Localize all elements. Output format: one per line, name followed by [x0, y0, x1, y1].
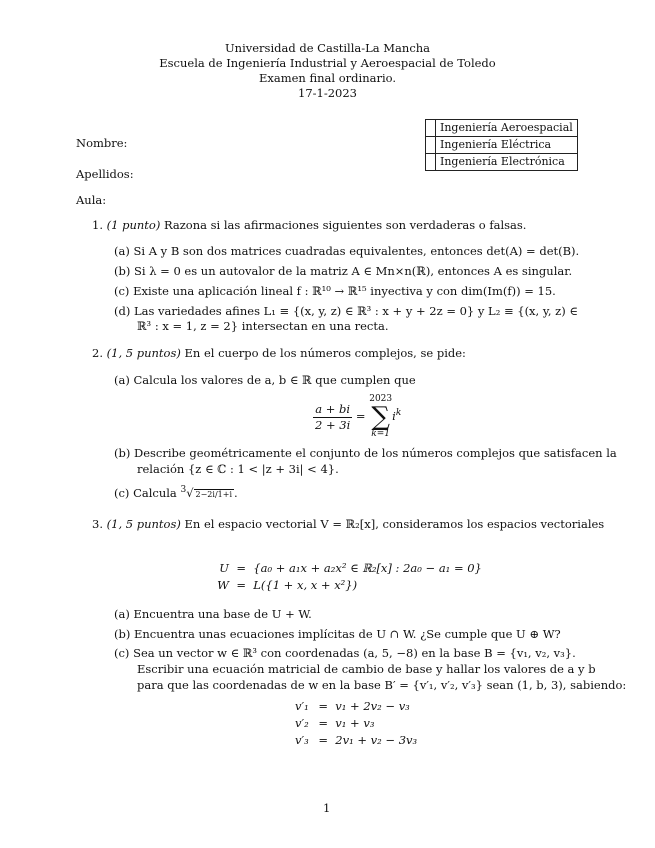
- subspace-U: U = {a₀ + a₁x + a₂x² ∈ ℝ₂[x] : 2a₀ − a₁ = 0}: [219, 561, 482, 575]
- degree-row: [426, 120, 578, 137]
- base-change-equations: [295, 699, 417, 750]
- degree-label: Ingeniería Aeroespacial: [436, 120, 578, 137]
- degree-row: [426, 154, 578, 171]
- exam-date: 17-1-2023: [298, 86, 357, 100]
- question-text: En el espacio vectorial V = ℝ₂[x], consideramos los espacios vectoriales: [184, 517, 605, 531]
- subspace-W: W = L({1 + x, x + x²}): [217, 578, 358, 592]
- q2-item-c: (c) Calcula $^3$√ 2−2i/1+i .: [114, 485, 238, 500]
- q2-item-b-cont: relación {z ∈ ℂ : 1 < |z + 3i| < 4}.: [137, 462, 339, 476]
- question-points: (1 punto): [106, 218, 161, 232]
- degree-row: [426, 137, 578, 154]
- question-number: 1.: [92, 218, 103, 232]
- q3-item-c-line3: para que las coordenadas de w en la base B′ = {v′₁, v′₂, v′₃} sean (1, b, 3), sabiendo:: [137, 678, 627, 692]
- page-number: 1: [323, 801, 331, 815]
- school-name: Escuela de Ingeniería Industrial y Aeroespacial de Toledo: [159, 56, 496, 70]
- q2-item-b: (b) Describe geométricamente el conjunto de los números complejos que satisfacen la: [114, 446, 617, 460]
- q1-item-d: (d) Las variedades afines L₁ ≡ {(x, y, z) ∈ ℝ³ : x + y + 2z = 0} y L₂ ≡ {(x, y, z) ∈: [114, 304, 578, 318]
- degree-label: Ingeniería Eléctrica: [436, 137, 578, 154]
- subspace-definitions: [213, 561, 482, 595]
- question-points: (1, 5 puntos): [106, 346, 181, 360]
- question-points: (1, 5 puntos): [106, 517, 181, 531]
- degree-label: Ingeniería Electrónica: [436, 154, 578, 171]
- question-1: [92, 218, 526, 232]
- question-3: [92, 517, 604, 531]
- summation: 2023 ∑ k=1: [369, 394, 393, 439]
- q1-item-d-cont: ℝ³ : x = 1, z = 2} intersectan en una recta.: [137, 319, 389, 333]
- question-number: 3.: [92, 517, 103, 531]
- question-number: 2.: [92, 346, 103, 360]
- q2-equation: [313, 395, 401, 439]
- q1-item-a: (a) Si A y B son dos matrices cuadradas equivalentes, entonces det(A) = det(B).: [114, 244, 580, 258]
- q3-item-b: (b) Encuentra unas ecuaciones implícitas de U ∩ W. ¿Se cumple que U ⊕ W?: [114, 627, 561, 641]
- summation-term: $i^k$: [392, 408, 402, 423]
- question-text: Razona si las afirmaciones siguientes son verdaderas o falsas.: [163, 218, 527, 232]
- degree-selection-table: [425, 119, 578, 171]
- apellidos-field: Apellidos:: [76, 167, 134, 181]
- equation-fraction: $\frac{a + bi}{2 + 3i}$: [315, 402, 351, 432]
- exam-header: [0, 41, 655, 101]
- question-text: En el cuerpo de los números complejos, se pide:: [184, 346, 466, 360]
- nombre-field: Nombre:: [76, 136, 128, 150]
- q1-item-c: (c) Existe una aplicación lineal f : ℝ¹⁰ → ℝ¹⁵ inyectiva y con dim(Im(f)) = 15.: [114, 284, 556, 298]
- equals-sign: =: [355, 409, 366, 423]
- base-equation: v′₃ = 2v₁ + v₂ − 3v₃: [295, 733, 418, 747]
- degree-checkbox[interactable]: [426, 154, 436, 171]
- q1-item-b: (b) Si λ = 0 es un autovalor de la matriz A ∈ Mn×n(ℝ), entonces A es singular.: [114, 264, 573, 278]
- base-equation: v′₂ = v₁ + v₃: [295, 716, 375, 730]
- base-equation: v′₁ = v₁ + 2v₂ − v₃: [295, 699, 410, 713]
- aula-field: Aula:: [76, 193, 107, 207]
- q3-item-c: (c) Sea un vector w ∈ ℝ³ con coordenadas (a, 5, −8) en la base B = {v₁, v₂, v₃}.: [114, 646, 576, 660]
- exam-title: Examen final ordinario.: [258, 71, 397, 85]
- university-name: Universidad de Castilla-La Mancha: [224, 41, 431, 55]
- question-2: [92, 346, 466, 360]
- q3-item-a: (a) Encuentra una base de U + W.: [114, 607, 312, 621]
- q2-item-a: (a) Calcula los valores de a, b ∈ ℝ que cumplen que: [114, 373, 416, 387]
- degree-checkbox[interactable]: [426, 137, 436, 154]
- degree-checkbox[interactable]: [426, 120, 436, 137]
- q3-item-c-line2: Escribir una ecuación matricial de cambio de base y hallar los valores de a y b: [137, 662, 596, 676]
